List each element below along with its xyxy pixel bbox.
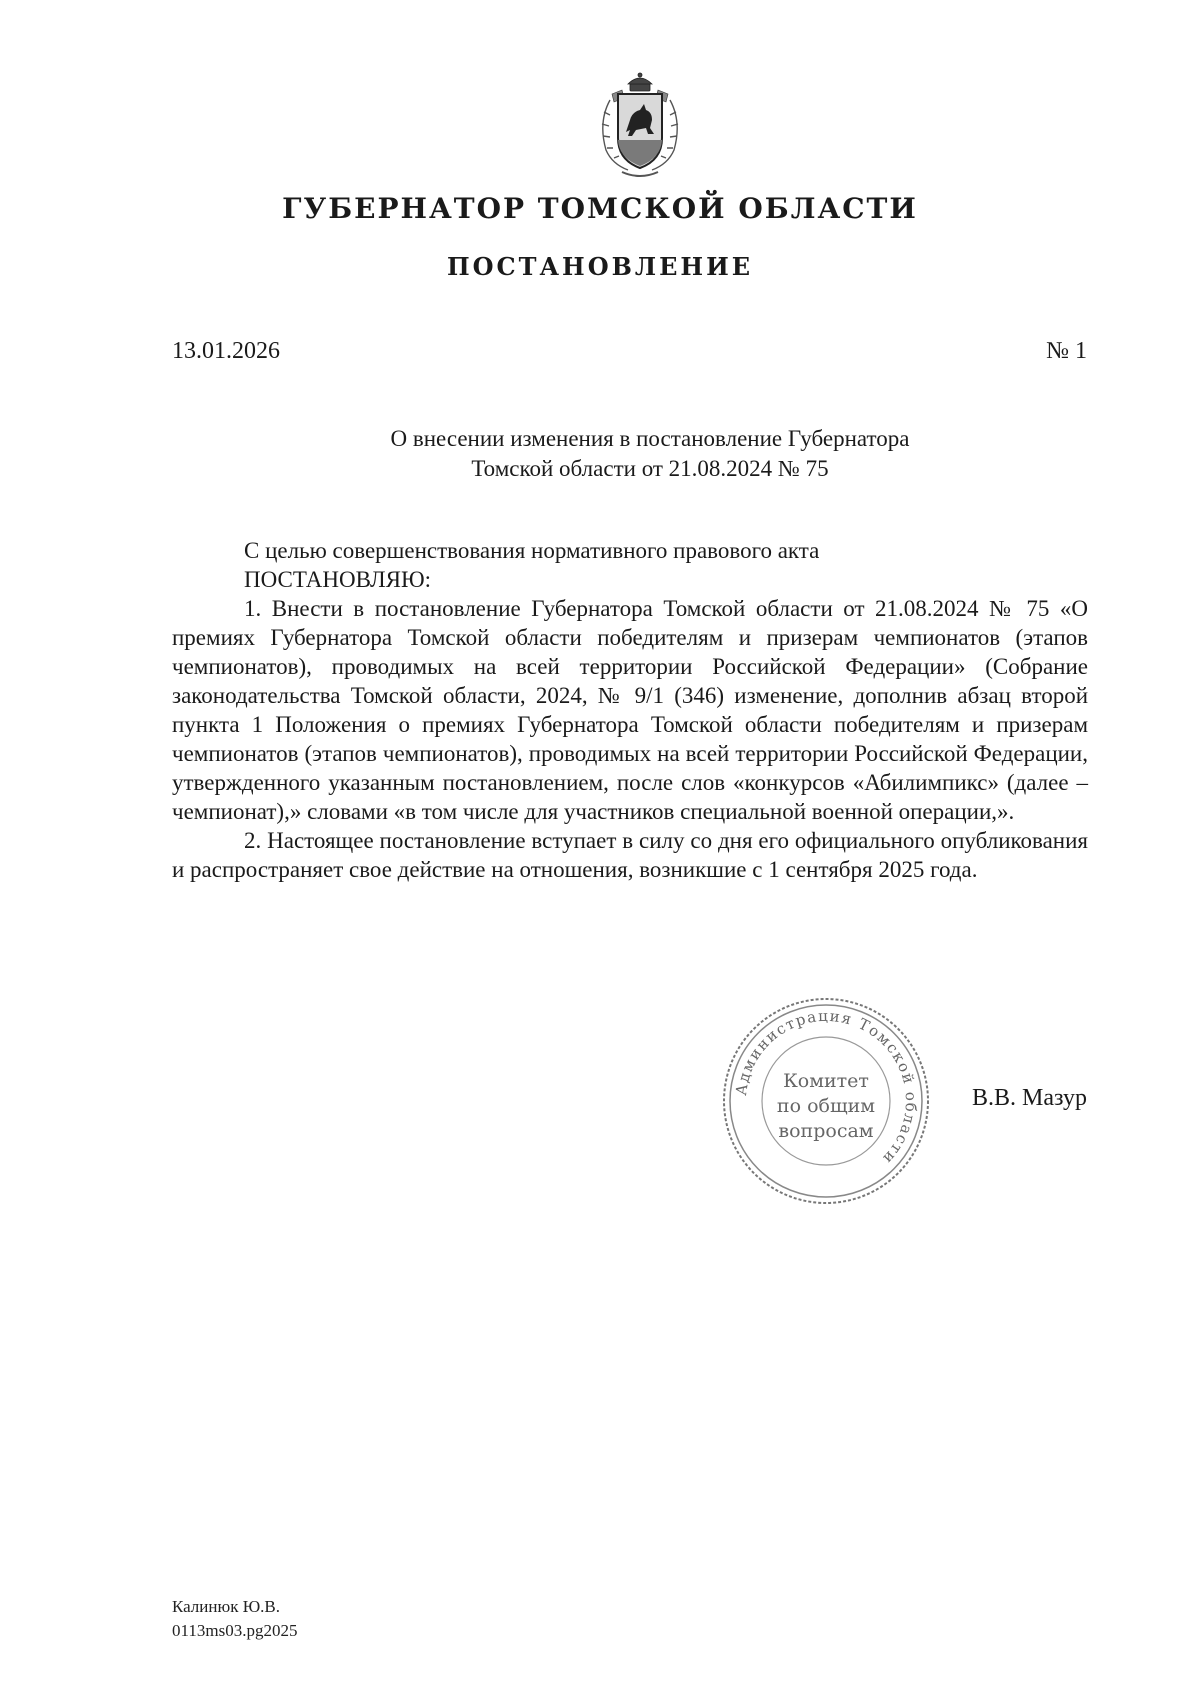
document-date: 13.01.2026 (172, 338, 280, 364)
official-seal (720, 995, 932, 1207)
subject-line-1: О внесении изменения в постановление Губернатора (390, 426, 910, 451)
executor-name: Калинюк Ю.В. (172, 1597, 281, 1616)
item-1-paragraph: 1. Внести в постановление Губернатора Томской области от 21.08.2024 № 75 «О премиях Губернатора Томской области победителям и призерам чемпионатов (этапов чемпионатов), проводимых на всей территории Российской Федерации» (Собрание законодательства Томской области, 2024, № 9/1 (346) изменение, дополнив абзац второй пункта 1 Положения о премиях Губернатора Томской области победителям и призерам чемпионатов (этапов чемпионатов), проводимых на всей территории Российской Федерации, утвержденного указанным постановлением, после слов «конкурсов «Абилимпикс» (далее – чемпионат),» словами «в том числе для участников специальной военной операции,». (172, 596, 1088, 824)
subject-line-2: Томской области от 21.08.2024 № 75 (471, 456, 829, 481)
document-type-title: ПОСТАНОВЛЕНИЕ (446, 252, 754, 281)
item-2-paragraph: 2. Настоящее постановление вступает в силу со дня его официального опубликования и распространяет свое действие на отношения, возникшие с 1 сентября 2025 года. (172, 828, 1088, 882)
authority-title: ГУБЕРНАТОР ТОМСКОЙ ОБЛАСТИ (282, 192, 918, 225)
coat-of-arms-icon (588, 72, 692, 180)
seal-center-line-3: вопросам (778, 1120, 874, 1142)
document-number: № 1 (1046, 338, 1087, 364)
document-footer (172, 1595, 297, 1643)
crown-icon (628, 73, 652, 91)
file-code: 0113ms03.pg2025 (172, 1621, 298, 1640)
seal-center-line-1: Комитет (783, 1070, 869, 1092)
signatory-name: В.В. Мазур (972, 1085, 1087, 1111)
preamble-paragraph: С целью совершенствования нормативного правового акта (244, 538, 820, 563)
document-body (172, 536, 1088, 884)
seal-center-line-2: по общим (776, 1095, 876, 1117)
document-subject (300, 424, 1000, 484)
shield-icon (618, 94, 662, 168)
seal-ring-text: Администрация Томской области (732, 1006, 921, 1169)
decree-word: ПОСТАНОВЛЯЮ: (244, 567, 432, 592)
